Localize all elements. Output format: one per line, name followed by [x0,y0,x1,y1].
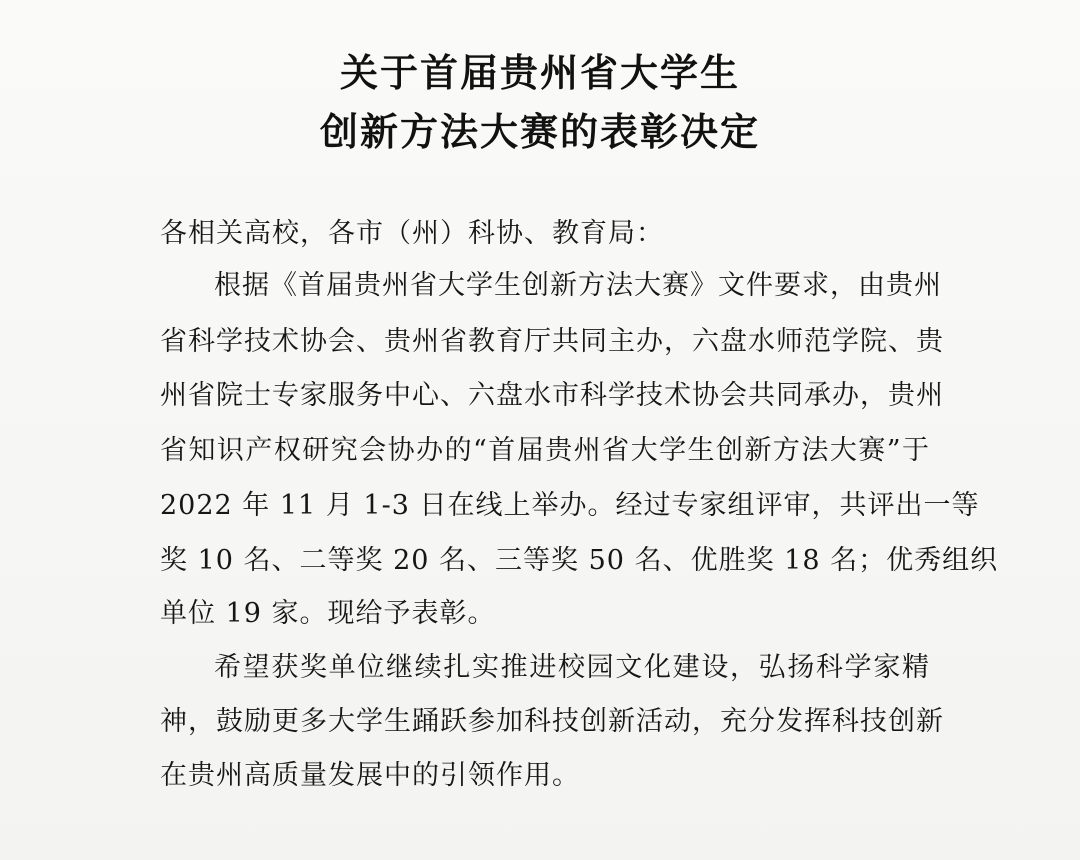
paragraph-1-line-1: 根据《首届贵州省大学生创新方法大赛》文件要求，由贵州 [214,270,942,301]
document-title-line-2: 创新方法大赛的表彰决定 [319,110,760,154]
paragraph-2-line-2: 神，鼓励更多大学生踊跃参加科技创新活动，充分发挥科技创新 [160,706,944,737]
paragraph-1-line-6: 奖 10 名、二等奖 20 名、三等奖 50 名、优胜奖 18 名；优秀组织 [160,545,999,576]
paragraph-1-line-7: 单位 19 家。现给予表彰。 [160,598,496,629]
paragraph-1-line-2: 省科学技术协会、贵州省教育厅共同主办，六盘水师范学院、贵 [160,326,944,357]
paragraph-1-line-4: 省知识产权研究会协办的“首届贵州省大学生创新方法大赛”于 [160,435,930,466]
paragraph-2-line-3: 在贵州高质量发展中的引领作用。 [160,760,580,791]
document-title-line-1: 关于首届贵州省大学生 [339,51,740,95]
paragraph-2-line-1: 希望获奖单位继续扎实推进校园文化建设，弘扬科学家精 [214,652,930,683]
paragraph-1-line-5: 2022 年 11 月 1-3 日在线上举办。经过专家组评审，共评出一等 [160,490,980,521]
salutation: 各相关高校，各市（州）科协、教育局： [160,218,664,249]
paragraph-1-line-3: 州省院士专家服务中心、六盘水市科学技术协会共同承办，贵州 [160,380,944,411]
